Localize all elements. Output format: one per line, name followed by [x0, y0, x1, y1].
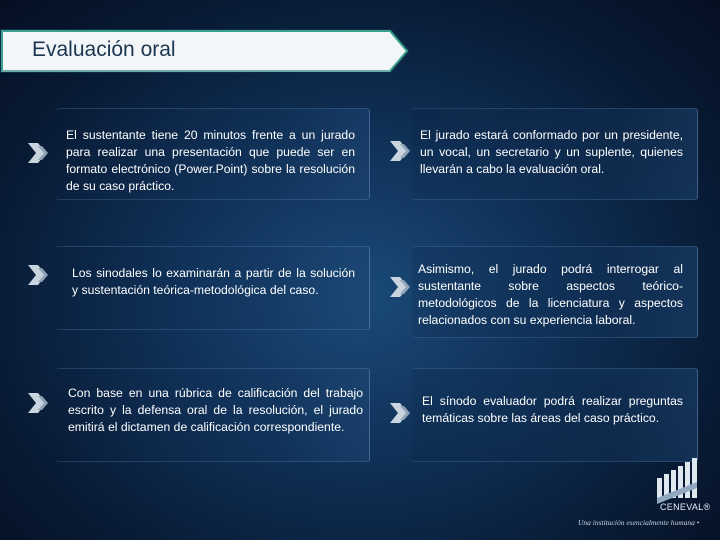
card-5-text: Con base en una rúbrica de calificación del trabajo escrito y la defensa oral de la resolución, el jurado emitirá el dictamen de calificación correspondiente.	[68, 386, 363, 434]
card-2-text: El jurado estará conformado por un presidente, un vocal, un secretario y un suplente, quienes llevarán a cabo la evaluación oral.	[420, 128, 683, 176]
card-2	[412, 108, 698, 200]
card-6	[412, 368, 698, 462]
double-chevron-arrow-icon	[390, 274, 412, 300]
double-chevron-arrow-icon	[28, 140, 50, 166]
double-chevron-arrow-icon	[390, 400, 412, 426]
double-chevron-arrow-icon	[28, 390, 50, 416]
card-4-text: Asimismo, el jurado podrá interrogar al sustentante sobre aspectos teórico-metodológicos de la licenciatura y aspectos relacionados con su experiencia laboral.	[418, 262, 683, 327]
card-4	[412, 246, 698, 338]
card-1	[56, 108, 370, 200]
card-6-text: El sínodo evaluador podrá realizar preguntas temáticas sobre las áreas del caso práctico.	[422, 394, 683, 425]
card-1-text: El sustentante tiene 20 minutos frente a un jurado para realizar una presentación que puede ser en formato electrónico (Power.Point) sobre la resolución de su caso práctico.	[66, 128, 355, 193]
double-chevron-arrow-icon	[28, 262, 50, 288]
title-banner	[0, 25, 412, 77]
page-title: Evaluación oral	[32, 38, 176, 61]
double-chevron-arrow-icon	[390, 138, 412, 164]
card-3-text: Los sinodales lo examinarán a partir de la solución y sustentación teórica-metodológica del caso.	[72, 266, 355, 297]
brand-name: CENEVAL®	[660, 502, 711, 512]
tagline: Una institución esencialmente humana •	[578, 518, 700, 527]
card-5	[56, 368, 370, 462]
card-3	[56, 246, 370, 330]
